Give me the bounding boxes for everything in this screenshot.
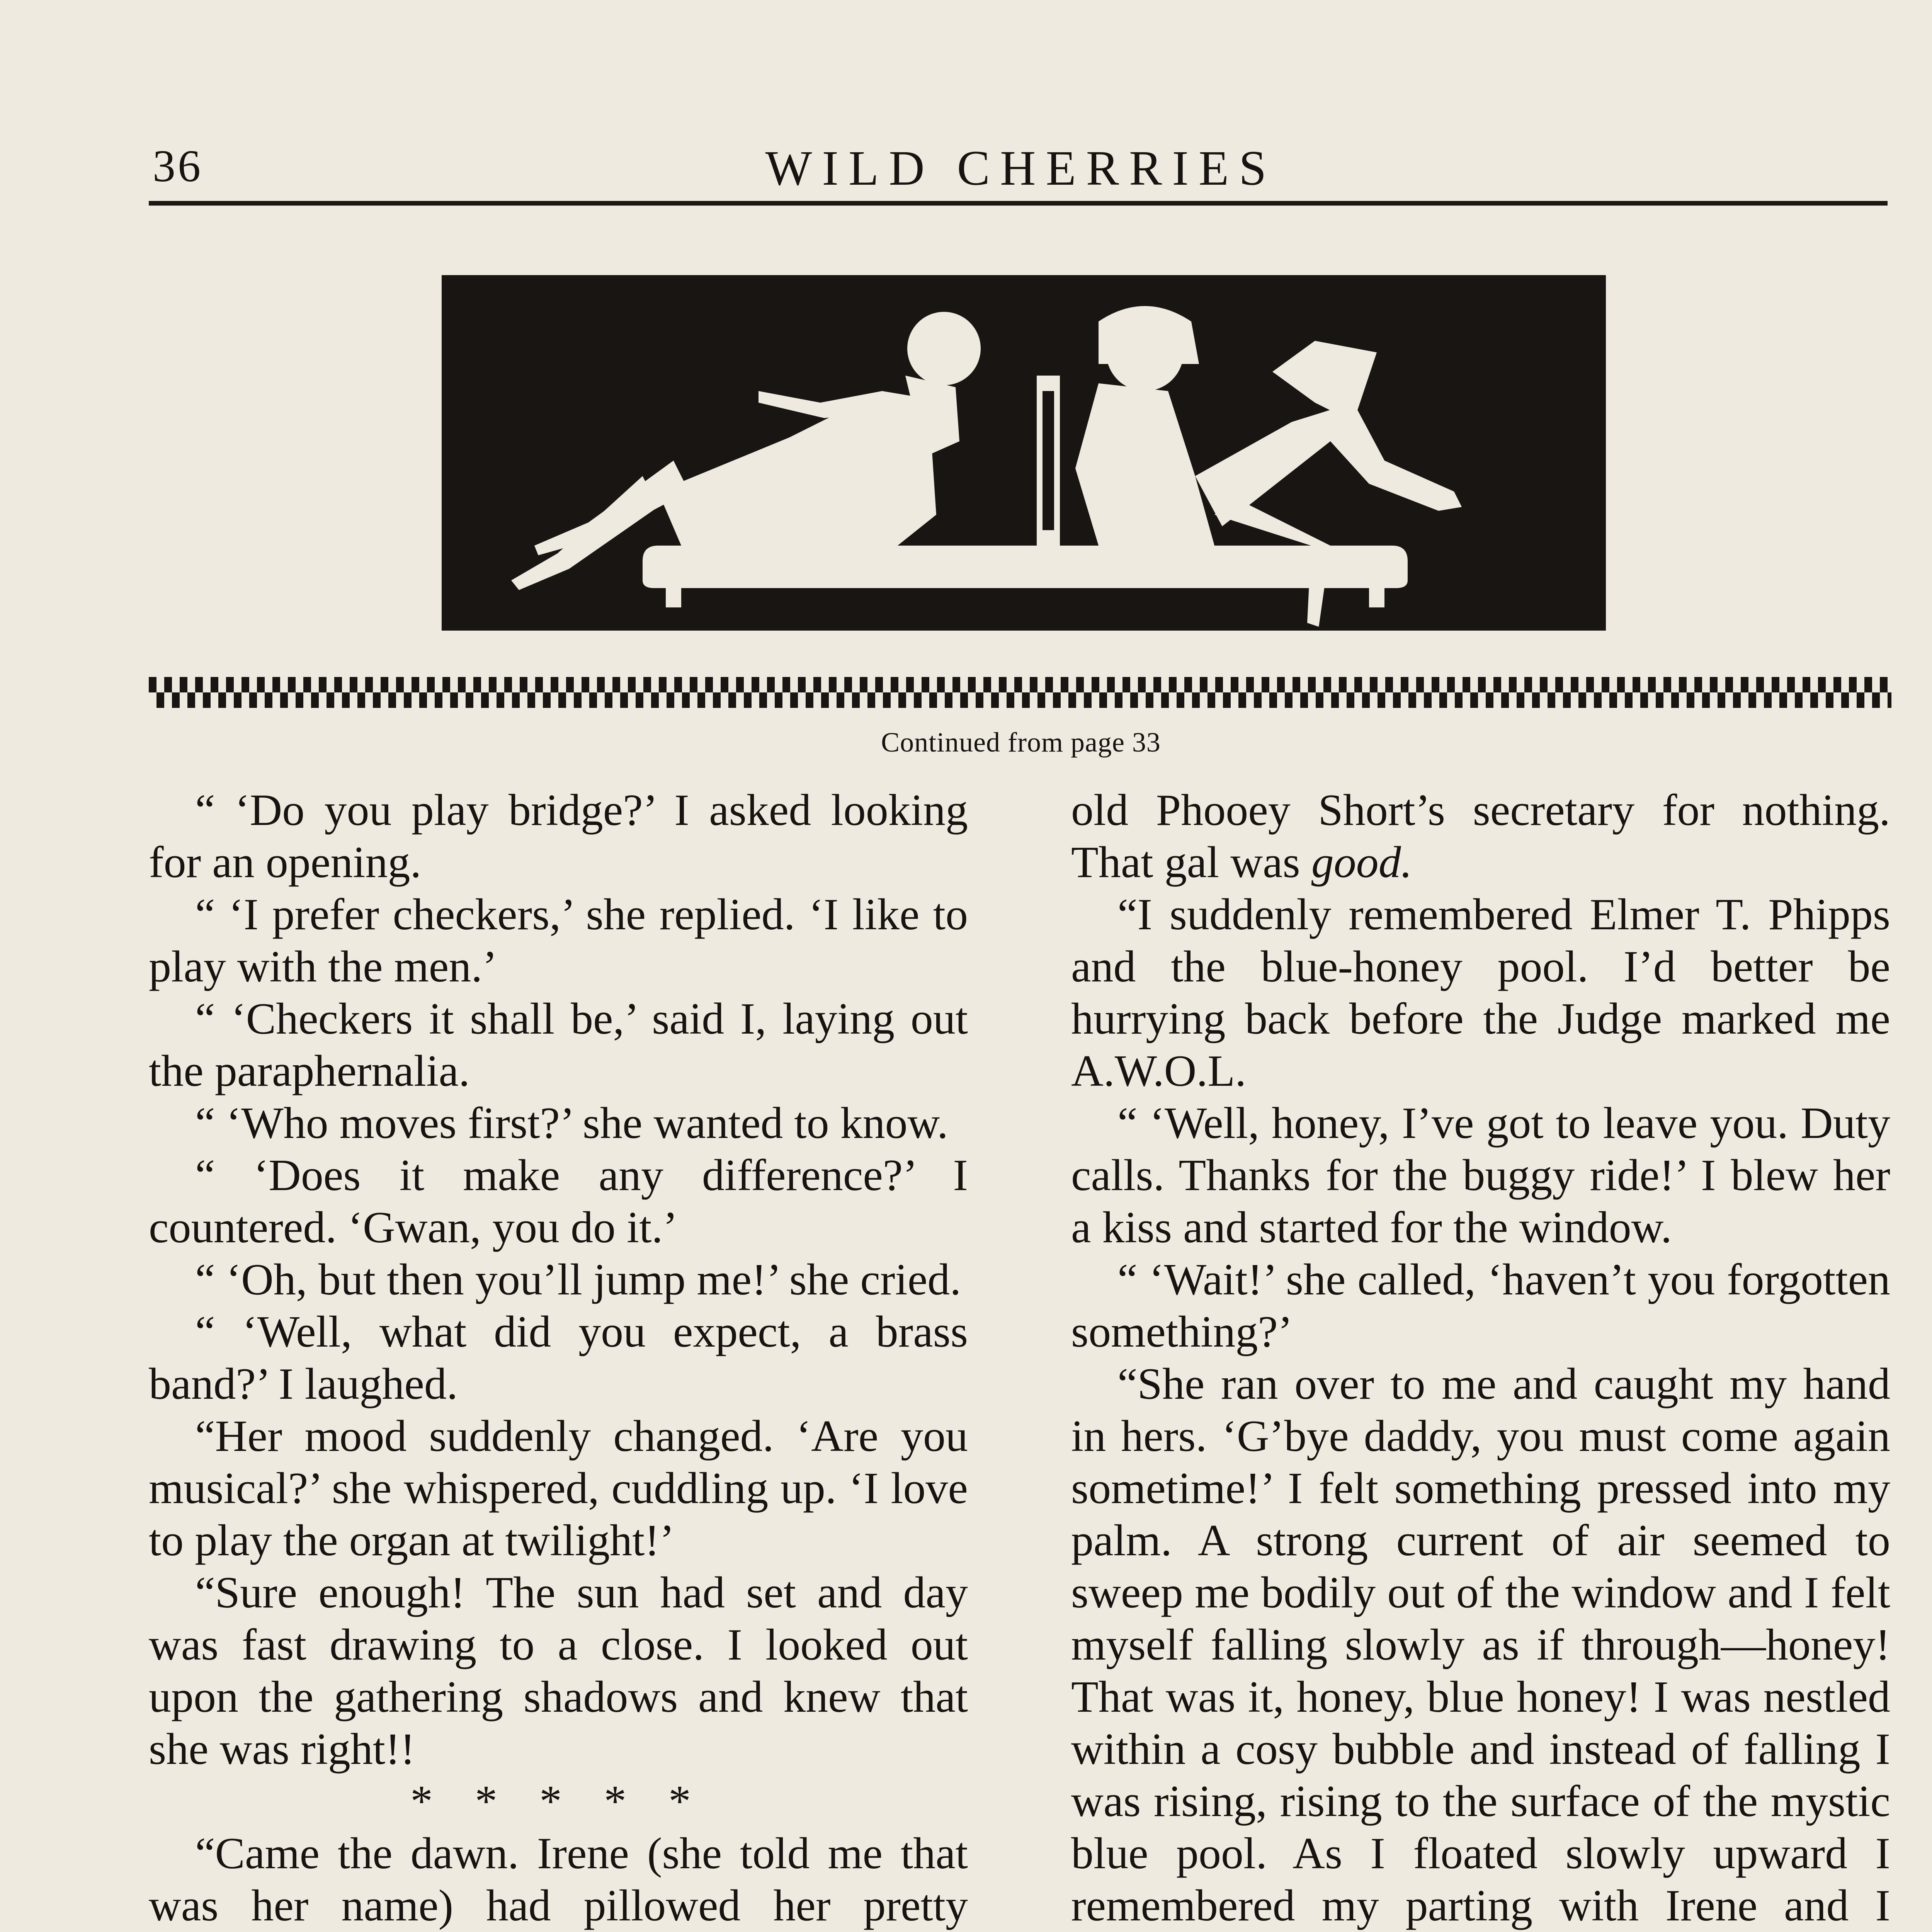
header-rule <box>149 201 1888 206</box>
paragraph: “ ‘Does it make any difference?’ I countered. ‘Gwan, you do it.’ <box>149 1151 968 1252</box>
paragraph-text: old Phooey Short’s secretary for nothing. That gal was <box>1071 786 1890 887</box>
checkered-divider <box>149 677 1891 708</box>
couple-on-sofa-silhouette <box>442 275 1606 631</box>
paragraph: “ ‘Oh, but then you’ll jump me!’ she cried. <box>195 1255 961 1304</box>
silhouette-illustration <box>442 275 1606 631</box>
paragraph: “I suddenly remembered Elmer T. Phipps and the blue-honey pool. I’d better be hurrying back before the Judge marked me A.W.O.L. <box>1071 890 1890 1096</box>
page-number: 36 <box>153 141 203 191</box>
emphasis-text: good. <box>1311 838 1412 887</box>
paragraph: “Sure enough! The sun had set and day was fast drawing to a close. I looked out upon the gathering shadows and knew that she was right!! <box>149 1568 968 1774</box>
paragraph: “ ‘Who moves first?’ she wanted to know. <box>195 1099 948 1148</box>
paragraph: “ ‘I prefer checkers,’ she replied. ‘I like to play with the men.’ <box>149 890 968 992</box>
paragraph: “ ‘Well, what did you expect, a brass band?’ I laughed. <box>149 1307 968 1409</box>
paragraph: “ ‘Well, honey, I’ve got to leave you. Duty calls. Thanks for the buggy ride!’ I blew her a kiss and started for the window. <box>1071 1099 1890 1252</box>
paragraph: “Her mood suddenly changed. ‘Are you musical?’ she whispered, cuddling up. ‘I love to play the organ at twilight!’ <box>149 1412 968 1565</box>
paragraph: “ ‘Wait!’ she called, ‘haven’t you forgotten something?’ <box>1071 1255 1890 1357</box>
paragraph: “She ran over to me and caught my hand in hers. ‘G’bye daddy, you must come again sometime!’ I felt something pressed into my palm. A strong current of air seemed to sweep me bodily out of the window and I felt myself falling slowly as if through—honey! That was it, honey, blue honey! I was nestled within a cosy bubble and instead of falling I was rising, rising to the surface of the mystic blue pool. As I floated slowly upward I remembered my parting with Irene and I <box>1071 1359 1890 1930</box>
left-column <box>149 784 968 1932</box>
paragraph: “Came the dawn. Irene (she told me that was her name) had pillowed her pretty <box>149 1829 968 1930</box>
page-title: WILD CHERRIES <box>765 141 1277 196</box>
section-break: * * * * * <box>410 1777 706 1826</box>
paragraph: “ ‘Checkers it shall be,’ said I, laying out the paraphernalia. <box>149 994 968 1096</box>
paragraph: “ ‘Do you play bridge?’ I asked looking for an opening. <box>149 786 968 887</box>
paragraph <box>1071 784 1890 889</box>
right-column <box>1071 784 1890 1932</box>
continued-note: Continued from page 33 <box>881 727 1161 758</box>
